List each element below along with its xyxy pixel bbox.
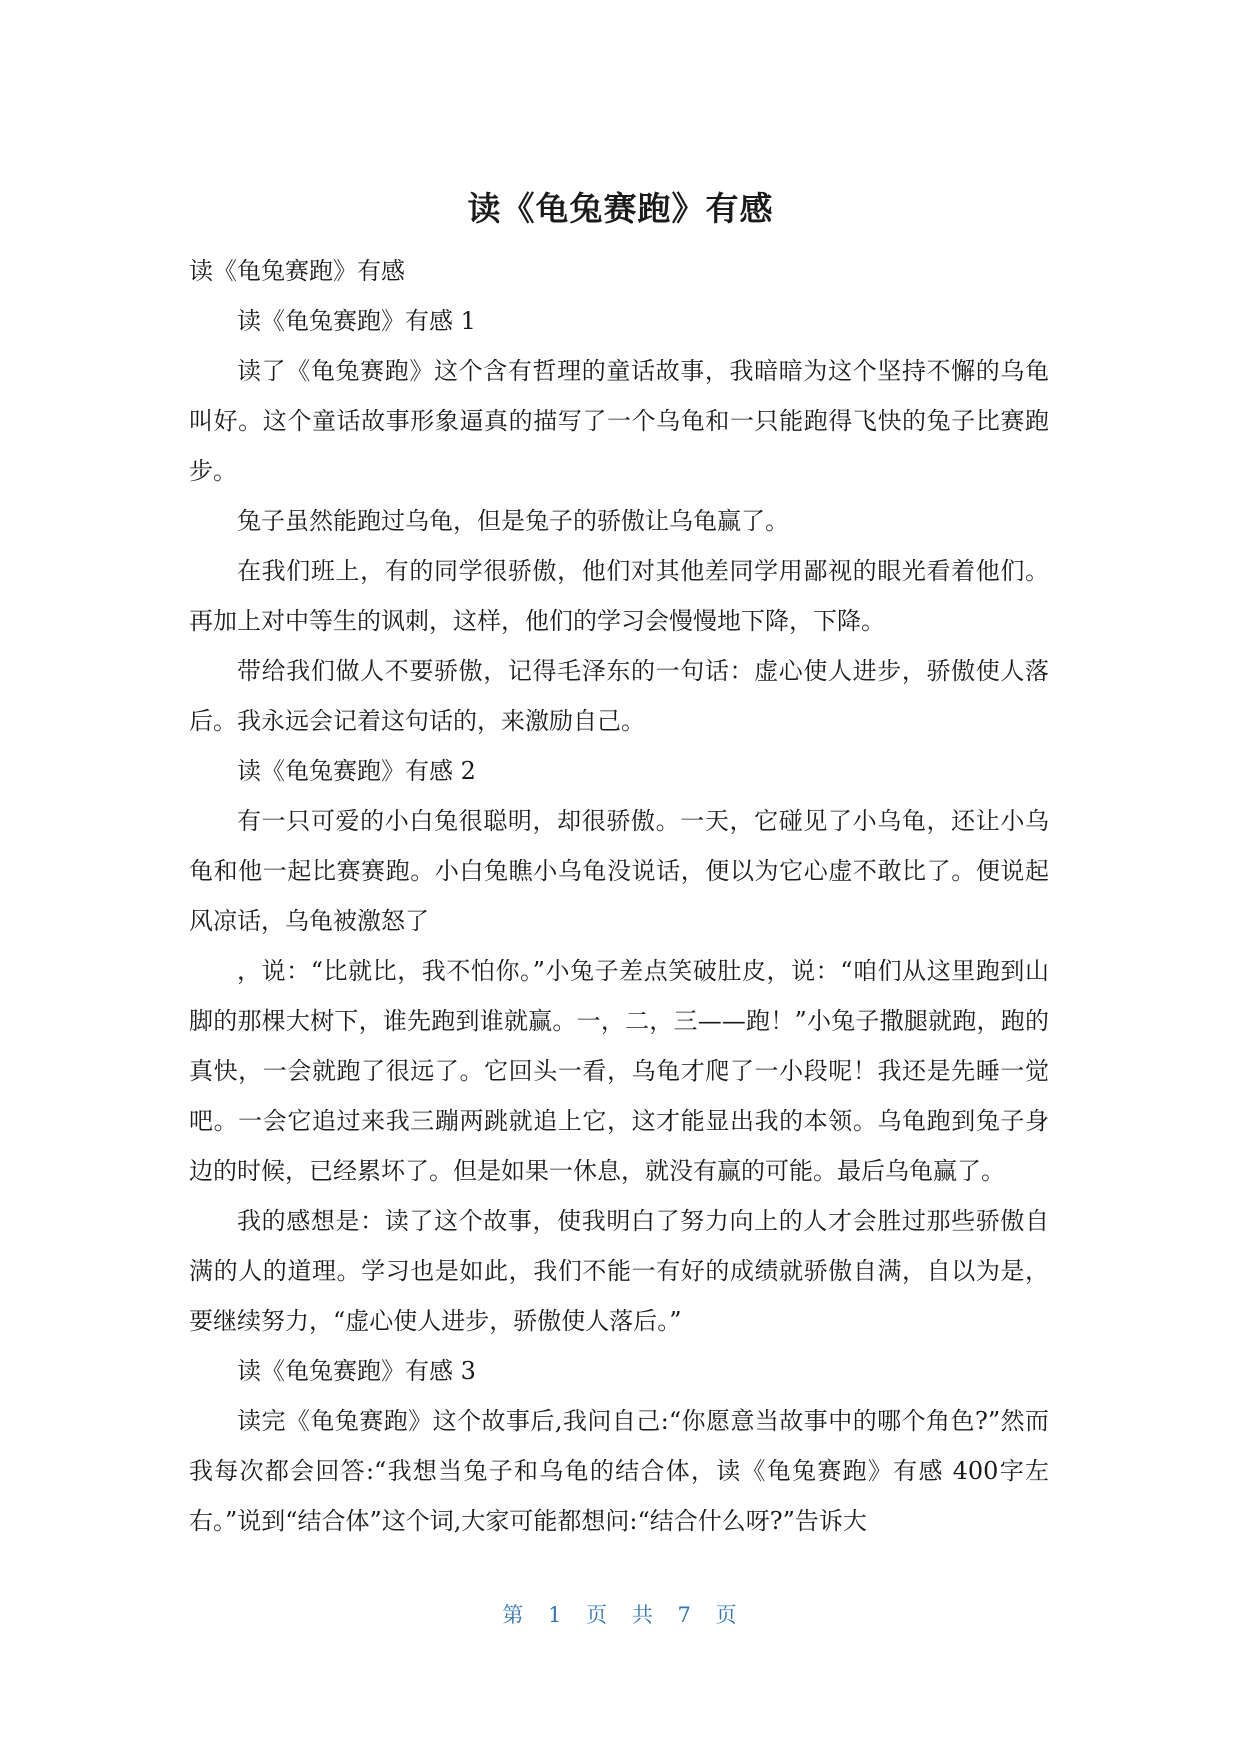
- paragraph: 我的感想是：读了这个故事，使我明白了努力向上的人才会胜过那些骄傲自满的人的道理。学习也是如此，我们不能一有好的成绩就骄傲自满，自以为是，要继续努力，“虚心使人进步，骄傲使人落后。”: [189, 1207, 1049, 1335]
- paragraph: 兔子虽然能跑过乌龟，但是兔子的骄傲让乌龟赢了。: [237, 507, 789, 535]
- paragraph: 带给我们做人不要骄傲，记得毛泽东的一句话：虚心使人进步，骄傲使人落后。我永远会记着这句话的，来激励自己。: [189, 657, 1049, 735]
- pages-end-label: 页: [715, 1603, 739, 1627]
- document-body: [189, 246, 1049, 1546]
- section-heading: 读《龟兔赛跑》有感 2: [237, 757, 476, 785]
- paragraph: 读完《龟兔赛跑》这个故事后,我问自己:“你愿意当故事中的哪个角色?”然而我每次都会回答:“我想当兔子和乌龟的结合体，读《龟兔赛跑》有感 400字左右。”说到“结合体”这个词,大家可能都想问:“结合什么呀?”告诉大: [189, 1407, 1049, 1535]
- page-of-label: 页 共: [586, 1603, 655, 1627]
- paragraph: 读《龟兔赛跑》有感: [189, 257, 405, 285]
- total-pages-number: 7: [677, 1603, 693, 1627]
- page-title: 读《龟兔赛跑》有感: [467, 189, 774, 228]
- paragraph: 在我们班上，有的同学很骄傲，他们对其他差同学用鄙视的眼光看着他们。再加上对中等生的讽刺，这样，他们的学习会慢慢地下降，下降。: [189, 557, 1049, 635]
- page-footer: [0, 1600, 1241, 1630]
- section-heading: 读《龟兔赛跑》有感 3: [237, 1357, 476, 1385]
- paragraph: 有一只可爱的小白兔很聪明，却很骄傲。一天，它碰见了小乌龟，还让小乌龟和他一起比赛赛跑。小白兔瞧小乌龟没说话，便以为它心虚不敢比了。便说起风凉话，乌龟被激怒了: [189, 807, 1049, 935]
- paragraph: 读了《龟兔赛跑》这个含有哲理的童话故事，我暗暗为这个坚持不懈的乌龟叫好。这个童话故事形象逼真的描写了一个乌龟和一只能跑得飞快的兔子比赛跑步。: [189, 357, 1049, 485]
- page-label: 第: [502, 1603, 526, 1627]
- paragraph: ，说：“比就比，我不怕你。”小兔子差点笑破肚皮，说：“咱们从这里跑到山脚的那棵大树下，谁先跑到谁就赢。一，二，三——跑！”小兔子撒腿就跑，跑的真快，一会就跑了很远了。它回头一看，乌龟才爬了一小段呢！我还是先睡一觉吧。一会它追过来我三蹦两跳就追上它，这才能显出我的本领。乌龟跑到兔子身边的时候，已经累坏了。但是如果一休息，就没有赢的可能。最后乌龟赢了。: [189, 957, 1049, 1185]
- section-heading: 读《龟兔赛跑》有感 1: [237, 307, 476, 335]
- current-page-number: 1: [548, 1603, 564, 1627]
